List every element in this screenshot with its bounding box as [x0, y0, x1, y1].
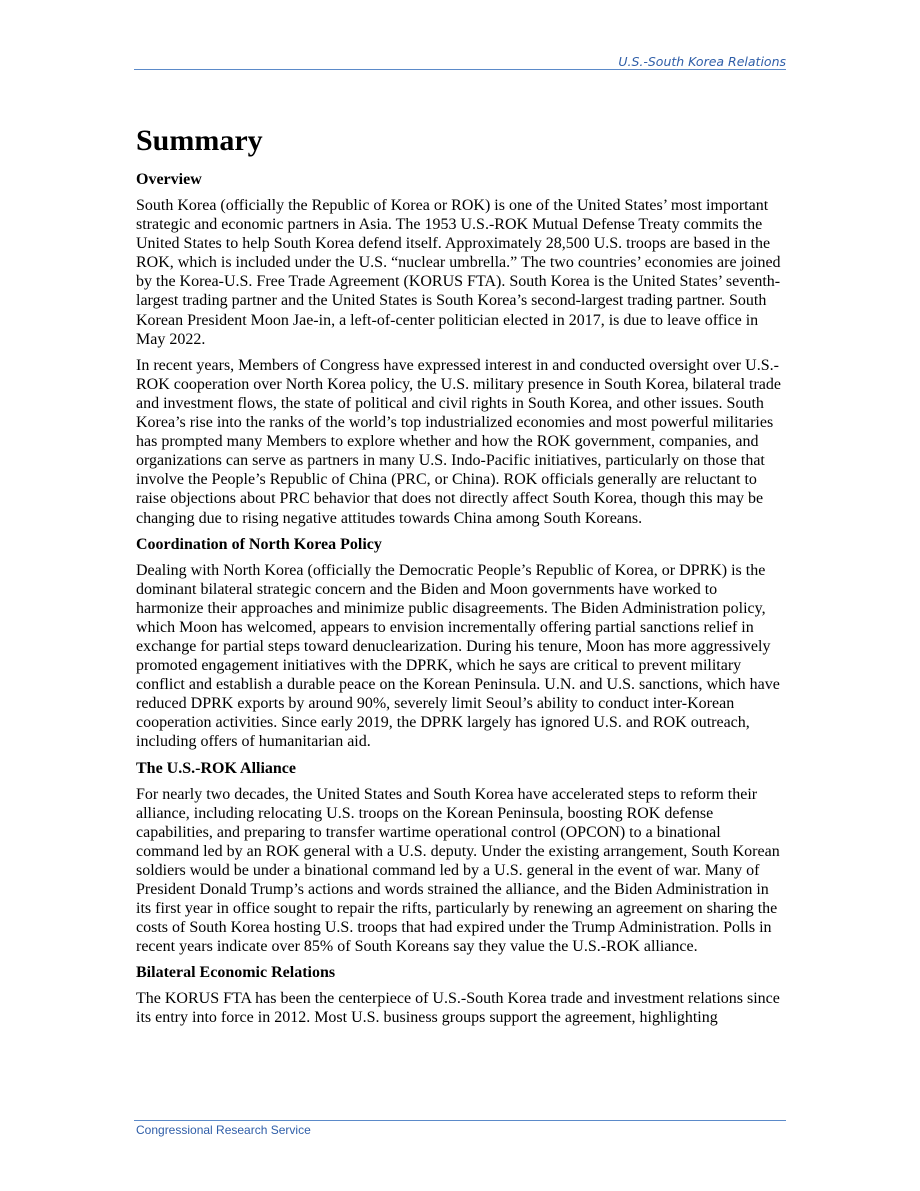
- page-title: Summary: [136, 124, 263, 157]
- footer-organization: Congressional Research Service: [136, 1123, 311, 1137]
- header-divider: [134, 69, 786, 70]
- paragraph-economic-relations: The KORUS FTA has been the centerpiece of U.S.-South Korea trade and investment relations since its entry into force in 2012. Most U.S. business groups support the agreement, highlighting: [136, 990, 780, 1027]
- section-heading-alliance: The U.S.-ROK Alliance: [136, 759, 297, 777]
- paragraph-alliance: For nearly two decades, the United States and South Korea have accelerated steps to reform their alliance, including relocating U.S. troops on the Korean Peninsula, boosting ROK defense capabilities, and preparing to transfer wartime operational control (OPCON) to a binational command led by an ROK general with a U.S. deputy. Under the existing arrangement, South Korean soldiers would be under a binational command led by a U.S. general in the event of war. Many of President Donald Trump’s actions and words strained the alliance, and the Biden Administration in its first year in office sought to repair the rifts, particularly by renewing an agreement on sharing the costs of South Korea hosting U.S. troops that had expired under the Trump Administration. Polls in recent years indicate over 85% of South Koreans say they value the U.S.-ROK alliance.: [136, 785, 780, 956]
- section-heading-overview: Overview: [136, 171, 202, 188]
- section-heading-economic-relations: Bilateral Economic Relations: [136, 964, 336, 982]
- footer-divider: [134, 1120, 786, 1121]
- section-heading-north-korea-policy: Coordination of North Korea Policy: [136, 535, 382, 553]
- paragraph-overview-1: South Korea (officially the Republic of Korea or ROK) is one of the United States’ most important strategic and economic partners in Asia. The 1953 U.S.-ROK Mutual Defense Treaty commits the United States to help South Korea defend itself. Approximately 28,500 U.S. troops are based in the ROK, which is included under the U.S. “nuclear umbrella.” The two countries’ economies are joined by the Korea-U.S. Free Trade Agreement (KORUS FTA). South Korea is the United States’ seventh-largest trading partner and the United States is South Korea’s second-largest trading partner. South Korean President Moon Jae-in, a left-of-center politician elected in 2017, is due to leave office in May 2022.: [136, 197, 781, 348]
- page-content: [136, 122, 786, 1035]
- paragraph-north-korea-policy: Dealing with North Korea (officially the Democratic People’s Republic of Korea, or DPRK) is the dominant bilateral strategic concern and the Biden and Moon governments have worked to harmonize their approaches and minimize public disagreements. The Biden Administration policy, which Moon has welcomed, appears to envision incrementally offering partial sanctions relief in exchange for partial steps toward denuclearization. During his tenure, Moon has more aggressively promoted engagement initiatives with the DPRK, which he says are critical to prevent military conflict and establish a durable peace on the Korean Peninsula. U.N. and U.S. sanctions, which have reduced DPRK exports by around 90%, severely limit Seoul’s ability to conduct inter-Korean cooperation activities. Since early 2019, the DPRK largely has ignored U.S. and ROK outreach, including offers of humanitarian aid.: [136, 561, 780, 751]
- paragraph-overview-2: In recent years, Members of Congress have expressed interest in and conducted oversight over U.S.-ROK cooperation over North Korea policy, the U.S. military presence in South Korea, bilateral trade and investment flows, the state of political and civil rights in South Korea, and other issues. South Korea’s rise into the ranks of the world’s top industrialized economies and most powerful militaries has prompted many Members to explore whether and how the ROK government, companies, and organizations can serve as partners in many U.S. Indo-Pacific initiatives, particularly on those that involve the People’s Republic of China (PRC, or China). ROK officials generally are reluctant to raise objections about PRC behavior that does not directly affect South Korea, though this may be changing due to rising negative attitudes towards China among South Koreans.: [136, 356, 781, 527]
- running-header-title: U.S.-South Korea Relations: [618, 54, 786, 69]
